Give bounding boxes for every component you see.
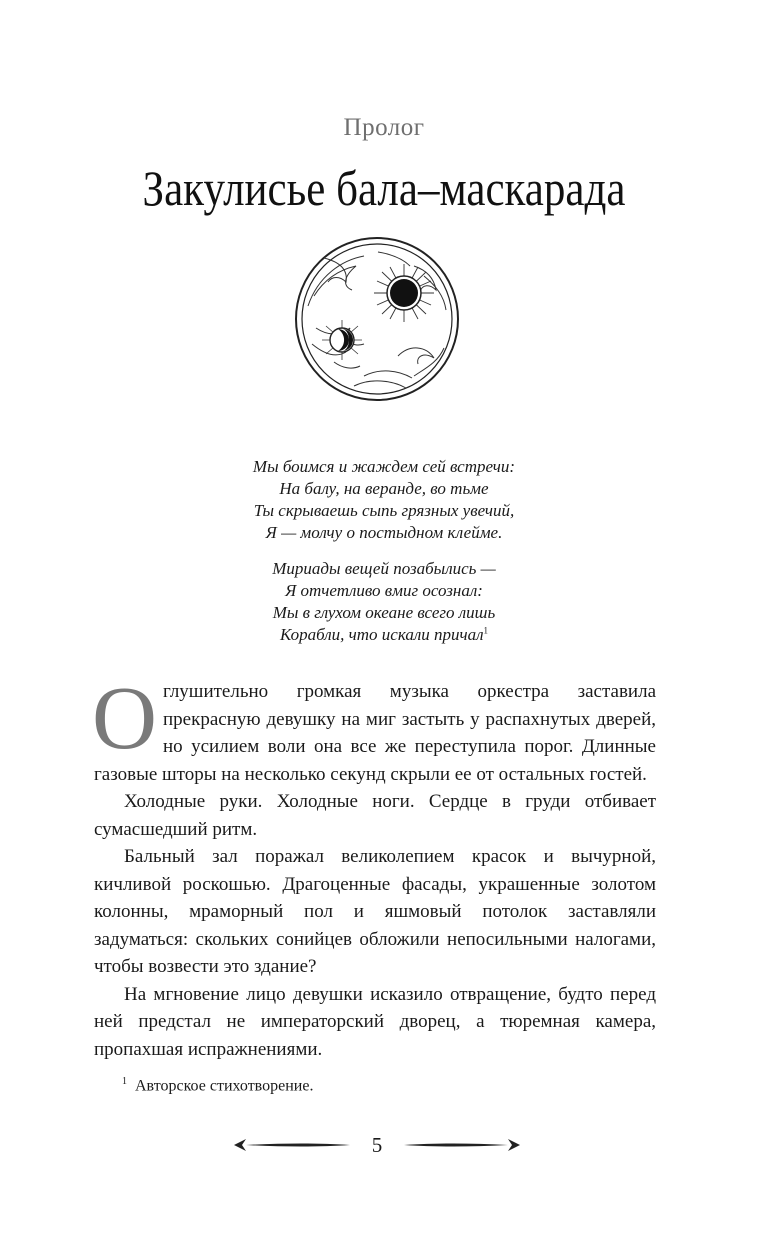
epigraph-line-text: Корабли, что искали причал <box>279 625 484 644</box>
epigraph <box>0 456 768 660</box>
paragraph: На мгновение лицо девушки исказило отвращение, будто перед ней предстал не императорский дворец, а тюремная камера, пропахшая испражнениями. <box>94 983 656 1060</box>
footnote-text: Авторское стихотворение. <box>135 1077 314 1095</box>
body-text <box>92 669 656 1063</box>
paragraph-text: глушительно громкая музыка оркестра заставила прекрасную девушку на миг застыть у распахнутых дверей, но усилием воли она все же переступила порог. Длинные газовые шторы на несколько секунд скрыли ее от остальных гостей. <box>94 681 656 785</box>
chapter-title: Закулисье бала–маскарада <box>142 160 626 216</box>
epigraph-line: Ты скрываешь сыпь грязных увечий, <box>253 501 515 520</box>
epigraph-line: Я — молчу о постыдном клейме. <box>265 523 503 542</box>
epigraph-line: Мы боимся и жаждем сей встречи: <box>252 457 516 476</box>
paragraph <box>92 669 656 788</box>
epigraph-stanza <box>0 456 768 544</box>
epigraph-line: Мириады вещей позабылись — <box>272 559 496 578</box>
drop-cap: О <box>92 669 157 768</box>
footnote <box>122 1076 313 1095</box>
epigraph-line: На балу, на веранде, во тьме <box>279 479 489 498</box>
chapter-label: Пролог <box>343 114 425 141</box>
epigraph-line: Я отчетливо вмиг осознал: <box>285 581 483 600</box>
epigraph-line: Мы в глухом океане всего лишь <box>272 603 496 622</box>
page-number: 5 <box>352 1131 402 1159</box>
sun-and-moon-emblem-icon <box>294 236 460 402</box>
paragraph: Бальный зал поражал великолепием красок и вычурной, кичливой роскошью. Драгоценные фасады, украшенные золотом колонны, мраморный пол и яшмовый потолок заставляли задуматься: скольких сонийцев обложили непосильными налогами, чтобы возвести это здание? <box>94 846 656 977</box>
footnote-reference[interactable]: 1 <box>483 625 489 636</box>
epigraph-stanza <box>0 558 768 646</box>
paragraph: Холодные руки. Холодные ноги. Сердце в груди отбивает сумасшедший ритм. <box>94 791 656 840</box>
epigraph-line <box>0 624 768 646</box>
footnote-number: 1 <box>122 1076 127 1087</box>
